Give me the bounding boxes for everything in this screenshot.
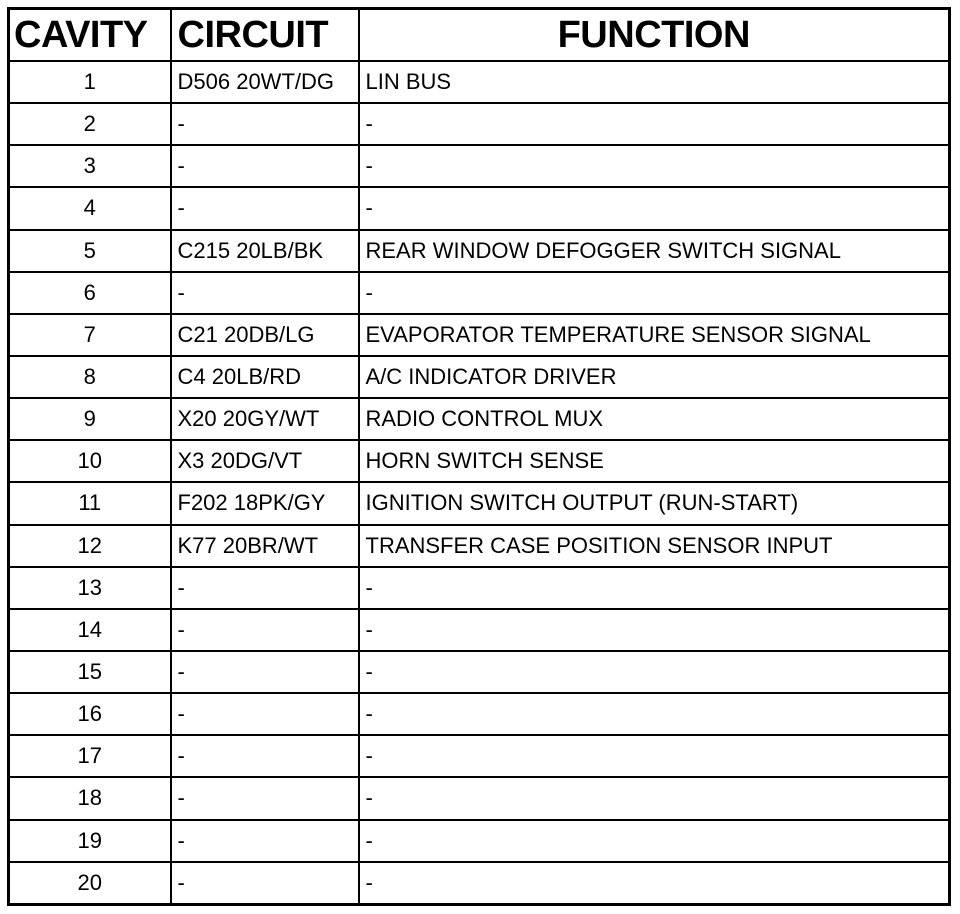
table-row: [9, 440, 950, 482]
table-header: [9, 9, 950, 62]
circuit-cell: -: [171, 735, 359, 777]
table-row: [9, 567, 950, 609]
circuit-cell: D506 20WT/DG: [171, 61, 359, 103]
cavity-cell: 13: [9, 567, 171, 609]
function-cell: -: [359, 651, 950, 693]
cavity-cell: 15: [9, 651, 171, 693]
header-cavity: CAVITY: [9, 9, 171, 62]
function-cell: -: [359, 862, 950, 905]
table-row: [9, 525, 950, 567]
header-function: FUNCTION: [359, 9, 950, 62]
circuit-cell: -: [171, 651, 359, 693]
cavity-cell: 6: [9, 272, 171, 314]
cavity-cell: 17: [9, 735, 171, 777]
circuit-cell: C21 20DB/LG: [171, 314, 359, 356]
circuit-cell: -: [171, 693, 359, 735]
table-row: [9, 61, 950, 103]
cavity-cell: 7: [9, 314, 171, 356]
cavity-cell: 2: [9, 103, 171, 145]
circuit-cell: F202 18PK/GY: [171, 482, 359, 524]
cavity-cell: 8: [9, 356, 171, 398]
table-row: [9, 272, 950, 314]
cavity-cell: 4: [9, 187, 171, 229]
cavity-cell: 9: [9, 398, 171, 440]
cavity-cell: 20: [9, 862, 171, 905]
circuit-cell: -: [171, 103, 359, 145]
circuit-cell: -: [171, 187, 359, 229]
cavity-cell: 10: [9, 440, 171, 482]
table-row: [9, 651, 950, 693]
cavity-cell: 16: [9, 693, 171, 735]
function-cell: -: [359, 187, 950, 229]
table-body: [9, 61, 950, 905]
header-row: [9, 9, 950, 62]
function-cell: IGNITION SWITCH OUTPUT (RUN-START): [359, 482, 950, 524]
table-row: [9, 187, 950, 229]
cavity-cell: 5: [9, 230, 171, 272]
function-cell: HORN SWITCH SENSE: [359, 440, 950, 482]
table-row: [9, 145, 950, 187]
cavity-cell: 19: [9, 820, 171, 862]
table-row: [9, 103, 950, 145]
circuit-cell: -: [171, 820, 359, 862]
circuit-cell: -: [171, 862, 359, 905]
circuit-cell: -: [171, 272, 359, 314]
table-row: [9, 356, 950, 398]
circuit-cell: C4 20LB/RD: [171, 356, 359, 398]
function-cell: -: [359, 103, 950, 145]
table-row: [9, 820, 950, 862]
table-row: [9, 482, 950, 524]
function-cell: RADIO CONTROL MUX: [359, 398, 950, 440]
cavity-cell: 3: [9, 145, 171, 187]
cavity-cell: 1: [9, 61, 171, 103]
cavity-cell: 12: [9, 525, 171, 567]
circuit-cell: -: [171, 777, 359, 819]
function-cell: -: [359, 145, 950, 187]
circuit-cell: X3 20DG/VT: [171, 440, 359, 482]
connector-pinout-table: [7, 7, 951, 906]
table-row: [9, 230, 950, 272]
function-cell: -: [359, 693, 950, 735]
circuit-cell: C215 20LB/BK: [171, 230, 359, 272]
function-cell: REAR WINDOW DEFOGGER SWITCH SIGNAL: [359, 230, 950, 272]
function-cell: LIN BUS: [359, 61, 950, 103]
table-row: [9, 609, 950, 651]
function-cell: -: [359, 777, 950, 819]
function-cell: EVAPORATOR TEMPERATURE SENSOR SIGNAL: [359, 314, 950, 356]
function-cell: -: [359, 609, 950, 651]
circuit-cell: X20 20GY/WT: [171, 398, 359, 440]
cavity-cell: 14: [9, 609, 171, 651]
table-row: [9, 862, 950, 905]
circuit-cell: -: [171, 609, 359, 651]
table-row: [9, 735, 950, 777]
function-cell: A/C INDICATOR DRIVER: [359, 356, 950, 398]
table-row: [9, 314, 950, 356]
cavity-cell: 11: [9, 482, 171, 524]
table-row: [9, 398, 950, 440]
circuit-cell: -: [171, 567, 359, 609]
circuit-cell: K77 20BR/WT: [171, 525, 359, 567]
circuit-cell: -: [171, 145, 359, 187]
function-cell: -: [359, 272, 950, 314]
table-row: [9, 777, 950, 819]
table-row: [9, 693, 950, 735]
function-cell: -: [359, 735, 950, 777]
function-cell: TRANSFER CASE POSITION SENSOR INPUT: [359, 525, 950, 567]
function-cell: -: [359, 820, 950, 862]
header-circuit: CIRCUIT: [171, 9, 359, 62]
cavity-cell: 18: [9, 777, 171, 819]
function-cell: -: [359, 567, 950, 609]
